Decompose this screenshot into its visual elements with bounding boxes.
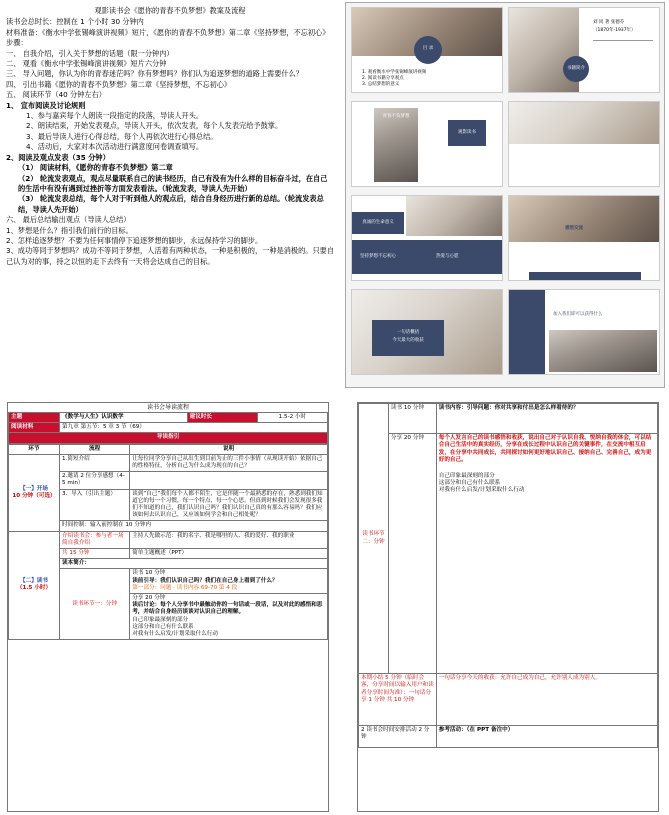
right-table bbox=[358, 403, 658, 748]
plan-header-cell: 《数学与人生》认识数学 bbox=[60, 413, 188, 423]
doc-reading-item: （2） 轮流发表观点，观点尽量联系自己的读书经历，自己有没有为什么样的目标奋斗过，在自己的生活中有没有遇到过挫折等方面发表看法。（轮流发表，导读人先开始） bbox=[18, 173, 328, 193]
slide-line: 2. 阅读书籍分享观点 bbox=[362, 76, 404, 81]
slide-rule bbox=[593, 40, 653, 41]
lesson-document bbox=[6, 6, 334, 388]
plan-share-line: 这部分和自己有什么联系 bbox=[132, 623, 194, 630]
slide-thumbnail[interactable] bbox=[351, 101, 503, 187]
plan-title: 读书会导读流程 bbox=[146, 404, 189, 411]
right-share-line: 这部分和自己有什么联系 bbox=[438, 480, 501, 487]
doc-reading-item: （1） 阅读材料，《愿你的青春不负梦想》第二章 bbox=[18, 163, 173, 173]
plan-col-head: 说明 bbox=[130, 444, 328, 454]
plan-step: 1.简短介绍 bbox=[60, 454, 130, 471]
slide-thumbnail[interactable] bbox=[508, 101, 660, 187]
plan-stage-time: （1.5 小时） bbox=[16, 585, 52, 592]
right-last-left: 2 读书会时间安排活动 2 分钟 bbox=[359, 726, 437, 748]
plan-reading-cell bbox=[130, 569, 328, 594]
plan-step: 介绍读书会：参与者一场简自我介绍 bbox=[60, 531, 130, 548]
right-section-label: 读书环节二：分钟 bbox=[359, 404, 389, 674]
slide-thumbnail[interactable] bbox=[508, 289, 660, 375]
plan-step-desc: 谈到“自己”我们每个人都不陌生，它是伴随一个最熟悉的存在，熟悉到我们知道它的每一个习惯，每一个特点，每一个心思。但真到时候我们会发现很多我们不知道的自己，我们认识自己吗？我们认识自己真的有那么容易吗？我们应该如何去认识自己，又应该如何学会和自己相处呢？ bbox=[130, 489, 328, 521]
plan-header-cell: 第九章 第五节：5 章 3 节（69） bbox=[60, 423, 328, 433]
plan-col-head: 环节 bbox=[9, 444, 60, 454]
slide-photo bbox=[509, 196, 660, 242]
doc-rule: 2、朗读结束，开始发表观点，导读人开头，依次发表，每个人发表完给予鼓掌。 bbox=[26, 121, 283, 131]
doc-steps-label: 步骤： bbox=[6, 38, 28, 48]
plan-step: 共 15 分钟 bbox=[60, 549, 130, 559]
plan-header-cell: 1.5-2 小时 bbox=[257, 413, 327, 423]
doc-conclusion: 3、成功等同于梦想吗？成功不等同于梦想，人活着有两种状态，一种是积极的，一种是消极的。只要自己认为对的事，持之以恒的走下去终有一天将会达成自己的目标。 bbox=[6, 246, 334, 266]
doc-section-heading: 1、 宣布阅读及讨论规则 bbox=[6, 100, 86, 110]
right-share-cell bbox=[436, 434, 657, 674]
plan-share-line: 对我有什么启发/计划采取什么行动 bbox=[132, 631, 218, 638]
doc-section-heading: 2、阅读及观点发表（35 分钟） bbox=[6, 152, 110, 162]
doc-step: 三、 导入问题，你认为你的青春迷茫吗？你有梦想吗？你们认为追逐梦想的道路上需要什么？ bbox=[6, 69, 303, 79]
right-summary-right: 一句话分享今天的收获：允许自己成为自己，允许别人成为别人。 bbox=[436, 674, 657, 726]
slide-title: 感悟交流 bbox=[565, 226, 583, 231]
plan-book-intro: 读本简介： bbox=[60, 559, 328, 569]
doc-duration: 读书会总时长：控制在 1 个小时 30 分钟内 bbox=[6, 17, 144, 27]
plan-section-title: 导读指引 bbox=[9, 433, 328, 443]
doc-step: 四、 引出书籍《愿你的青春不负梦想》第二章《坚持梦想，不忘初心》 bbox=[6, 79, 232, 89]
slide-page-label: 一句话概括 bbox=[396, 330, 420, 335]
doc-conclusion: 2、怎样追逐梦想？不要为任何事情停下追逐梦想的脚步，永远保持学习的脚步。 bbox=[6, 235, 263, 245]
slide-photo bbox=[549, 330, 657, 372]
slide-book-title: 青春不负梦想 bbox=[382, 114, 410, 119]
right-last-right: 参考活动：（在 PPT 备注中） bbox=[436, 726, 657, 748]
doc-rule: 4、活动后，大家对本次活动进行满意度问卷调查填写。 bbox=[26, 142, 204, 152]
plan-time-control: 时间控制：输入前控制在 10 分钟内 bbox=[60, 521, 328, 531]
doc-step: 五、 阅读环节（40 分钟左右） bbox=[6, 90, 106, 100]
slide-band-label: 热爱与心愿 bbox=[436, 254, 459, 259]
plan-header-cell: 主题 bbox=[9, 413, 60, 423]
plan-share-time: 分享 20 分钟 bbox=[132, 595, 166, 602]
plan-step-desc bbox=[130, 472, 328, 489]
slide-line: 3. 总结梦想的意义 bbox=[362, 82, 400, 87]
plan-step: 2.邀请 2 位分享感想（4-5 min） bbox=[60, 472, 130, 489]
slide-page-label: 今天最大的收获 bbox=[392, 338, 424, 343]
slide-circle-label: 目 录 bbox=[422, 46, 434, 51]
doc-reading-item: （3） 轮流发表总结，每个人对于听到他人的观点后，结合自身经历进行新的总结。（轮流发表总结，导读人先开始） bbox=[18, 194, 324, 214]
right-time: 分享 20 分钟 bbox=[388, 434, 436, 674]
right-share-text: 每个人发言自己的读书感悟和收获，说出自己对于认识自我、悦纳自我的体会，可以结合自己生活中的真实经历，分享在成长过程中认识自己的关键事件，在交流中相互启发，在分享中共同成长，共同探讨如何更好地认识自己、接纳自己、完善自己，成为更好的自己。 bbox=[438, 435, 652, 464]
slide-thumbnail[interactable] bbox=[508, 195, 660, 281]
slide-thumbnails bbox=[345, 2, 665, 388]
doc-title: 观影读书会《愿你的青春不负梦想》教案及流程 bbox=[94, 6, 246, 15]
slide-band-label: 坚持梦想不忘初心 bbox=[360, 254, 396, 259]
slide-line: 1. 观看衡水中学张锡峰演讲视频 bbox=[362, 70, 427, 75]
plan-step: 3、导入（引出主题） bbox=[60, 489, 130, 521]
plan-reading-text: 读前引导：我们认识自己吗？我们在自己身上看到了什么？ bbox=[132, 577, 278, 584]
doc-step: 二、 观看《衡水中学张锡峰演讲视频》短片六分钟 bbox=[6, 59, 167, 69]
slide-photo bbox=[509, 102, 660, 144]
right-summary-left: 本期小结 5 分钟（临时会客，分享时间以输入用户和读者分享时间为准）：一句话分享 1 分钟 共 10 分钟 bbox=[359, 674, 437, 726]
plan-share-line: 自己印象最深刻的部分 bbox=[132, 616, 189, 623]
slide-author: 刘 同 著 张德芬 bbox=[593, 20, 625, 25]
doc-conclusion: 1、梦想是什么？指引我们前行的目标。 bbox=[6, 225, 133, 235]
plan-reading-sub: 第一部分：问题 · 读书内容 69-70 第 4 段 bbox=[132, 584, 238, 591]
slide-thumbnail[interactable] bbox=[351, 195, 503, 281]
plan-stage-label: 【一】开场 bbox=[20, 485, 48, 492]
reading-plan-table bbox=[7, 402, 329, 812]
plan-header-cell: 建议时长 bbox=[187, 413, 257, 423]
doc-rule: 3、最后导读人进行心得总结，每个人再依次进行心得总结。 bbox=[26, 131, 218, 141]
slide-thumbnail[interactable] bbox=[508, 7, 660, 93]
plan-share-cell bbox=[130, 594, 328, 640]
right-time: 读书 10 分钟 bbox=[388, 404, 436, 434]
slide-thumbnail[interactable] bbox=[351, 289, 503, 375]
doc-rule: 1、参与嘉宾每个人朗读一段指定的段落，导读人开头。 bbox=[26, 111, 204, 121]
plan-col-head: 流程 bbox=[60, 444, 130, 454]
slide-box-label: 观影读书 bbox=[458, 130, 476, 135]
slide-caption: （1870年-1937年） bbox=[593, 28, 636, 33]
right-share-line: 对我有什么启发/计划采取什么行动 bbox=[438, 487, 525, 494]
plan-stage-cell bbox=[9, 454, 60, 531]
slide-band bbox=[509, 290, 545, 375]
plan-step-desc: 让每位同学分享自己从出生到目前为止的三件小事情（从现读开始）依据自己的性格特征，分析自己为什么成为现在的自己？ bbox=[130, 454, 328, 471]
right-share-line: 自己印象最深刻的部分 bbox=[438, 472, 495, 479]
slide-thumbnail[interactable] bbox=[351, 7, 503, 93]
plan-step-desc: 简单主题概述（PPT） bbox=[130, 549, 328, 559]
reading-plan-continued bbox=[357, 402, 659, 812]
plan-stage-label: 【二】读书 bbox=[20, 578, 48, 585]
doc-step: 六、 最后总结输出观点（导读人总结） bbox=[6, 215, 131, 225]
plan-step-desc: 主持人先做示范：我的名字、我是哪里的人、我的爱好、我的职业 bbox=[130, 531, 328, 548]
slide-title: 加入我们即可以获得什么 bbox=[553, 312, 603, 317]
doc-materials: 材料准备：《衡水中学张锡峰演讲视频》短片，《愿你的青春不负梦想》第二章《坚持梦想，不忘初心》 bbox=[6, 27, 330, 37]
plan-reading-label: 读书环节一：分钟 bbox=[60, 569, 130, 640]
slide-photo bbox=[406, 196, 503, 236]
plan-header-table bbox=[8, 412, 328, 444]
right-text: 读书内容：引导问题：你对共享和付出是怎么样看待的？ bbox=[436, 404, 657, 434]
plan-share-text: 读后讨论：每个人分享书中最触动你的一句话或一段话，以及对此的感悟和思考，并结合自身经历谈谈对认识自己的理解。 bbox=[132, 602, 323, 616]
slide-box-label: 真诚的生命意义 bbox=[362, 220, 394, 225]
plan-body-table bbox=[8, 444, 328, 641]
slide-circle-label: 书籍简介 bbox=[567, 66, 585, 71]
plan-stage-cell bbox=[9, 531, 60, 640]
plan-reading-time: 读书 10 分钟 bbox=[132, 570, 166, 577]
doc-step: 一、 自我介绍，引入关于梦想的话题（限一分钟内） bbox=[6, 48, 174, 58]
plan-stage-time: 10 分钟（可选） bbox=[12, 492, 56, 499]
plan-header-cell: 阅读材料 bbox=[9, 423, 60, 433]
slide-band bbox=[529, 272, 641, 280]
